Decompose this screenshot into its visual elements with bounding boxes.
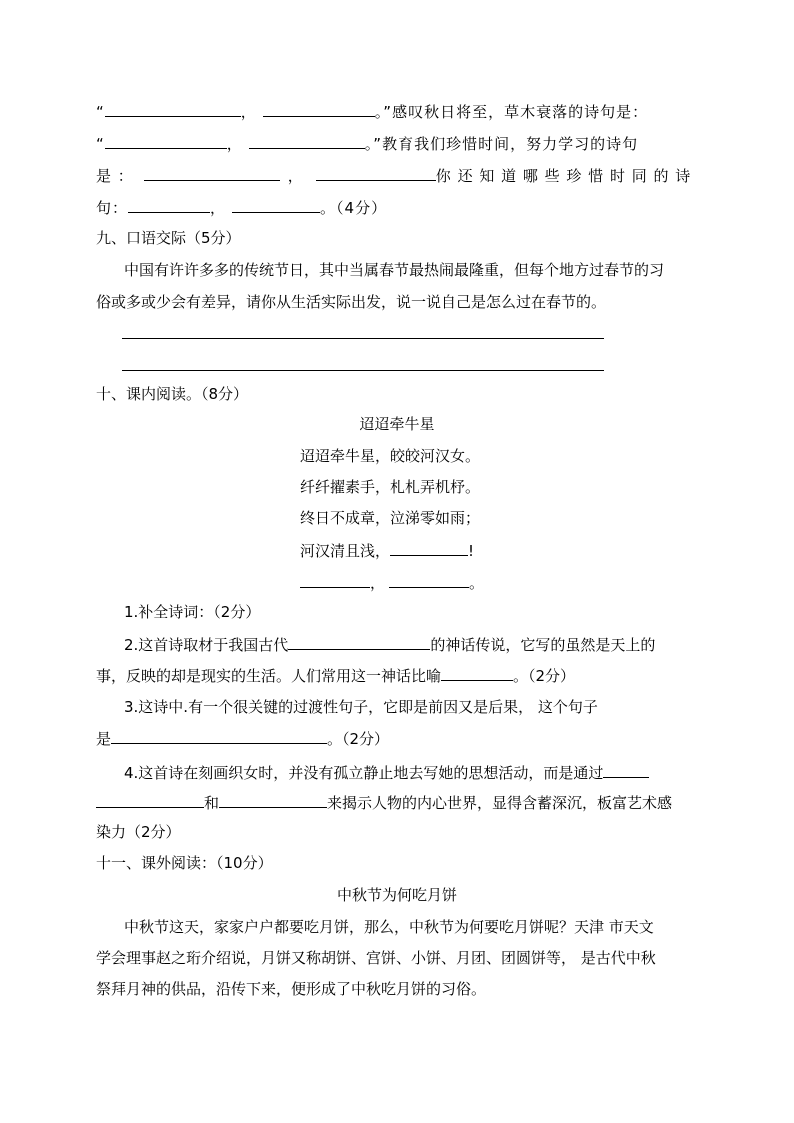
article-para-line-2: 学会理事赵之珩介绍说，月饼又称胡饼、宫饼、小饼、月团、团圆饼等， 是古代中秋 (96, 949, 656, 967)
blank[interactable] (144, 164, 280, 181)
blank[interactable] (249, 132, 365, 149)
text: ， (287, 167, 304, 185)
blank[interactable] (603, 761, 649, 778)
text: 的神话传说，它写的虽然是天上的 (430, 636, 656, 654)
text: 河汉清且浅， (300, 542, 391, 560)
text: 。”感叹秋日将至，草木衰落的诗句是： (374, 103, 649, 121)
poem-line-4 (300, 539, 474, 561)
question-1: 1.补全诗词：（2分） (124, 603, 261, 621)
text: 。（4分） (320, 199, 388, 217)
blank[interactable] (389, 571, 469, 588)
blank[interactable] (219, 791, 327, 808)
poem-title: 迢迢牵牛星 (359, 415, 435, 433)
intro-line-3 (96, 164, 691, 186)
poem-line-2: 纤纤擢素手，札札弄机杼。 (300, 478, 481, 496)
question-3-line-2 (96, 727, 389, 749)
article-para-line-3: 祭拜月神的供品，沿传下来，便形成了中秋吃月饼的习俗。 (96, 980, 487, 998)
question-3-line-1: 3.这诗中.有一个很关键的过渡性句子，它即是前因又是后果， 这个句子 (124, 698, 598, 716)
blank[interactable] (232, 196, 320, 213)
section9-para-line-1: 中国有许许多多的传统节日，其中当属春节最热闹最隆重，但每个地方过春节的习 (124, 261, 665, 279)
text: 2.这首诗取材于我国古代 (124, 636, 289, 654)
question-4-line-2 (96, 791, 672, 813)
text: ! (468, 542, 475, 560)
section11-heading: 十一、课外阅读：（10分） (96, 854, 273, 872)
question-4-line-3: 染力（2分） (96, 823, 181, 841)
blank[interactable] (263, 100, 375, 117)
text: 和 (204, 794, 220, 812)
intro-line-4 (96, 196, 387, 218)
poem-line-1: 迢迢牵牛星，皎皎河汉女。 (300, 447, 481, 465)
blank[interactable] (105, 100, 241, 117)
text: “ (96, 103, 105, 121)
blank[interactable] (105, 132, 227, 149)
article-title: 中秋节为何吃月饼 (336, 886, 457, 904)
section10-heading: 十、课内阅读。（8分） (96, 385, 249, 403)
text: “ (96, 135, 105, 153)
question-4-line-1 (124, 761, 649, 783)
text: 是 (96, 730, 112, 748)
text: 事，反映的却是现实的生活。人们常用这一神话比喻 (96, 667, 442, 685)
intro-line-2 (96, 132, 638, 154)
question-2-line-1 (124, 633, 655, 655)
section9-heading: 九、口语交际（5分） (96, 229, 241, 247)
poem-line-5 (300, 571, 484, 593)
section9-para-line-2: 俗或多或少会有差异，请你从生活实际出发，说一说自己是怎么过在春节的。 (96, 293, 607, 311)
question-2-line-2 (96, 664, 575, 686)
text: 句： (96, 199, 129, 217)
text: ， (240, 103, 257, 121)
text: 来揭示人物的内心世界，显得含蓄深沉，板富艺术感 (327, 794, 673, 812)
blank[interactable] (128, 196, 210, 213)
text: 4.这首诗在刻画织女时，并没有孤立静止地去写她的思想活动，而是通过 (124, 764, 604, 782)
text: 。 (469, 574, 485, 592)
blank[interactable] (316, 164, 436, 181)
intro-line-1 (96, 100, 648, 122)
answer-line-2[interactable] (122, 370, 604, 371)
blank[interactable] (390, 539, 468, 556)
text: 是 ： (96, 167, 134, 185)
text: 。”教育我们珍惜时间，努力学习的诗句 (364, 135, 639, 153)
text: ， (210, 199, 227, 217)
text: 你 还 知 道 哪 些 珍 惜 时 同 的 诗 (435, 167, 692, 185)
blank[interactable] (441, 664, 513, 681)
answer-line-1[interactable] (122, 338, 604, 339)
blank[interactable] (111, 727, 327, 744)
text: ， (370, 574, 386, 592)
text: 。（2分） (513, 667, 576, 685)
text: 。（2分） (327, 730, 390, 748)
blank[interactable] (288, 633, 430, 650)
article-para-line-1: 中秋节这天，家家户户都要吃月饼，那么，中秋节为何要吃月饼呢？天津 市天文 (124, 918, 654, 936)
text: ， (226, 135, 243, 153)
poem-line-3: 终日不成章，泣涕零如雨； (300, 509, 481, 527)
blank[interactable] (300, 571, 370, 588)
blank[interactable] (96, 791, 204, 808)
